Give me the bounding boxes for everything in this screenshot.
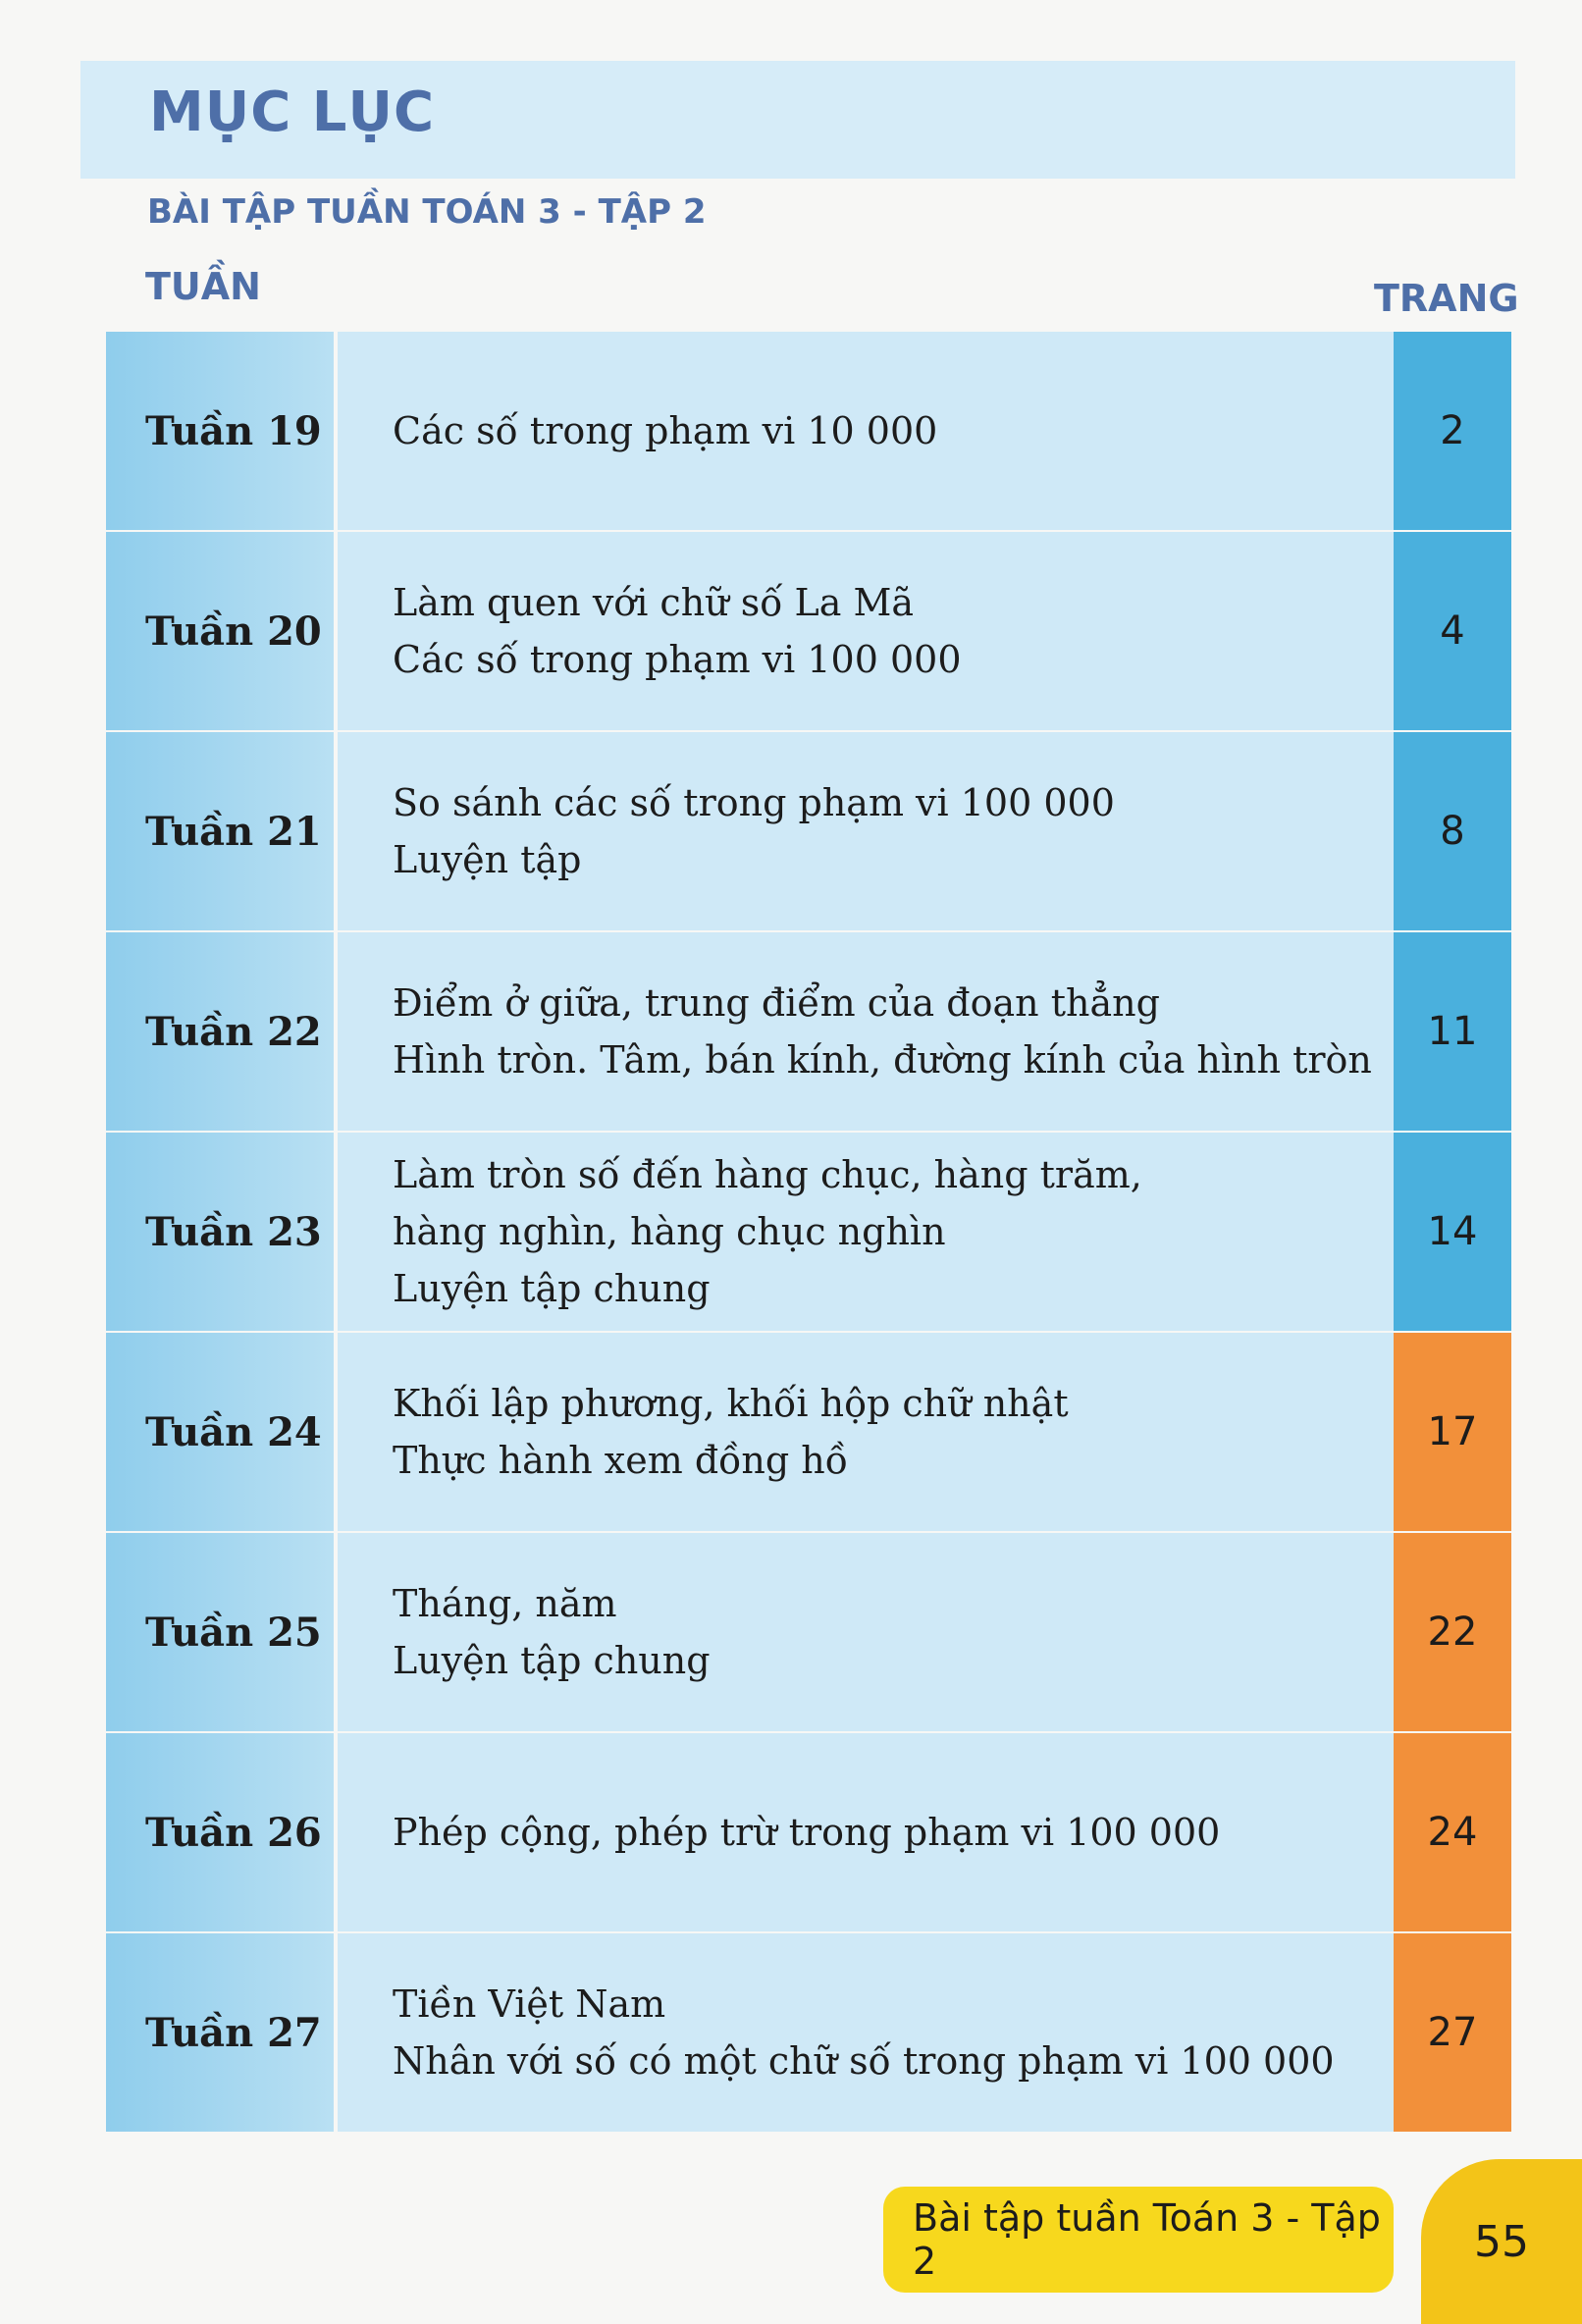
toc-row[interactable] [106,1333,1511,1531]
page-number-cell: 27 [1394,1933,1511,2132]
page-number-cell: 2 [1394,332,1511,530]
week-label: Tuần 22 [106,932,334,1131]
page-number-cell: 11 [1394,932,1511,1131]
week-label: Tuần 23 [106,1133,334,1331]
topic-line: Thực hành xem đồng hồ [393,1439,849,1482]
topic-cell [338,932,1394,1131]
topic-cell [338,732,1394,930]
page-number-cell: 4 [1394,532,1511,730]
topic-cell [338,1333,1394,1531]
page-number-cell: 17 [1394,1333,1511,1531]
topic-cell [338,1733,1394,1931]
topic-cell [338,1533,1394,1731]
column-header-week: TUẦN [145,265,261,308]
toc-row[interactable] [106,1933,1511,2132]
week-label: Tuần 20 [106,532,334,730]
toc-row[interactable] [106,332,1511,530]
topic-cell [338,532,1394,730]
topic-line: So sánh các số trong phạm vi 100 000 [393,781,1115,824]
page-number-cell: 14 [1394,1133,1511,1331]
footer-book-title: Bài tập tuần Toán 3 - Tập 2 [883,2187,1394,2293]
week-label: Tuần 27 [106,1933,334,2132]
topic-line: Các số trong phạm vi 100 000 [393,638,962,681]
week-label: Tuần 21 [106,732,334,930]
toc-table [106,332,1511,2134]
topic-line: Điểm ở giữa, trung điểm của đoạn thẳng [393,981,1160,1025]
topic-line: Khối lập phương, khối hộp chữ nhật [393,1382,1069,1425]
page-title: MỤC LỤC [149,80,436,144]
toc-row[interactable] [106,1133,1511,1331]
week-label: Tuần 25 [106,1533,334,1731]
book-subtitle: BÀI TẬP TUẦN TOÁN 3 - TẬP 2 [147,192,707,232]
topic-line: hàng nghìn, hàng chục nghìn [393,1210,946,1253]
topic-line: Tháng, năm [393,1582,617,1625]
week-label: Tuần 24 [106,1333,334,1531]
week-label: Tuần 19 [106,332,334,530]
page-number-cell: 8 [1394,732,1511,930]
topic-line: Luyện tập chung [393,1639,711,1682]
topic-cell [338,332,1394,530]
topic-line: Tiền Việt Nam [393,1982,666,2026]
toc-row[interactable] [106,1733,1511,1931]
week-label: Tuần 26 [106,1733,334,1931]
topic-line: Làm tròn số đến hàng chục, hàng trăm, [393,1153,1142,1196]
column-header-page: TRANG [1374,277,1519,320]
topic-line: Phép cộng, phép trừ trong phạm vi 100 000 [393,1811,1221,1854]
topic-line: Làm quen với chữ số La Mã [393,581,915,624]
toc-row[interactable] [106,1533,1511,1731]
toc-row[interactable] [106,532,1511,730]
page-number-cell: 22 [1394,1533,1511,1731]
topic-line: Các số trong phạm vi 10 000 [393,409,938,452]
topic-line: Luyện tập [393,838,582,881]
topic-line: Hình tròn. Tâm, bán kính, đường kính của hình tròn [393,1038,1372,1082]
footer-page-number: 55 [1421,2159,1582,2324]
topic-cell [338,1133,1394,1331]
topic-cell [338,1933,1394,2132]
toc-row[interactable] [106,932,1511,1131]
toc-row[interactable] [106,732,1511,930]
topic-line: Nhân với số có một chữ số trong phạm vi 100 000 [393,2039,1335,2083]
page-number-cell: 24 [1394,1733,1511,1931]
topic-line: Luyện tập chung [393,1267,711,1310]
